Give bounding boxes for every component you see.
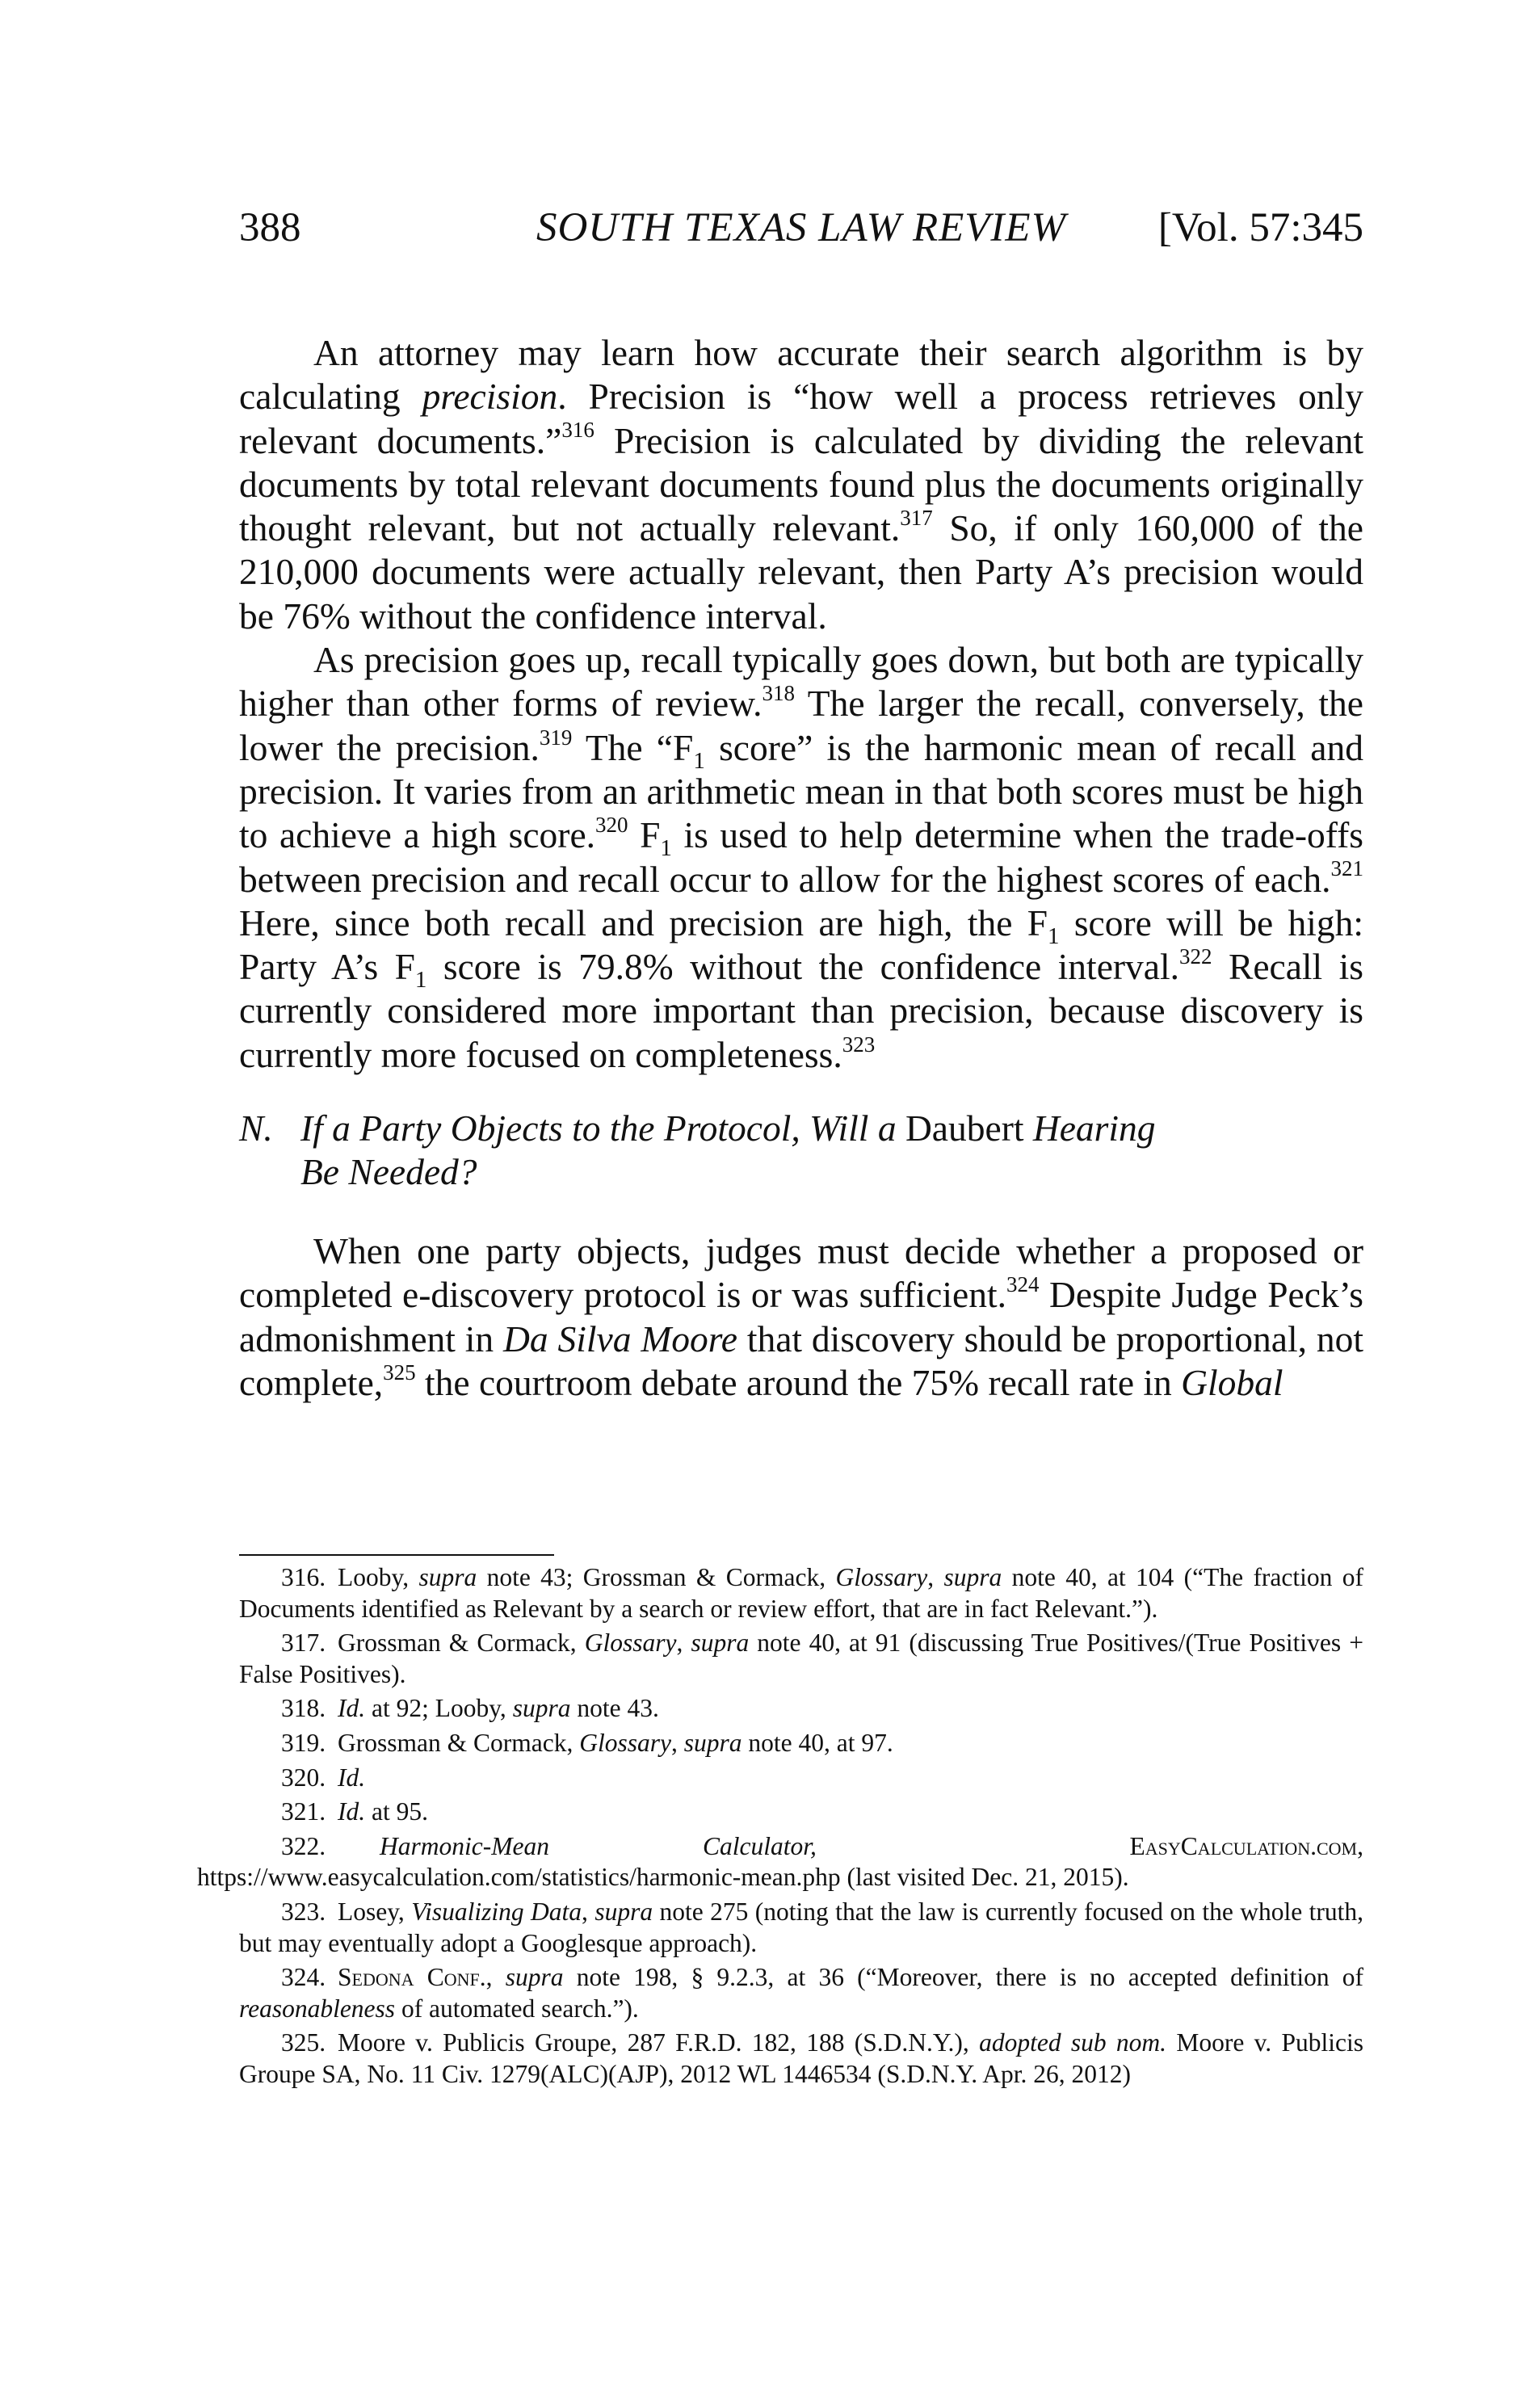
footnote-ref-325[interactable]: 325 xyxy=(383,1359,416,1385)
footnote-ref-318[interactable]: 318 xyxy=(762,681,795,706)
paragraph-objection: When one party objects, judges must decide whether a proposed or completed e-discovery protocol is or was sufficient.$^{324}$ Despite Judge Peck’s admonishment in Da Silva Moore that discovery should be proportional, not complete,$^{325}$ the courtroom debate around the 75% recall rate in Global xyxy=(239,1230,1364,1403)
footnote-ref-322[interactable]: 322 xyxy=(1179,944,1212,969)
section-title: If a Party Objects to the Protocol, Will a Daubert Hearing Be Needed? xyxy=(300,1107,1156,1193)
body-text-continued xyxy=(239,1229,1363,1405)
footnote-318: 318. Id. at 92; Looby, supra note 43. xyxy=(281,1694,659,1723)
footnote-319: 319. Grossman & Cormack, Glossary, supra note 40, at 97. xyxy=(281,1728,893,1757)
footnote-322: 322. Harmonic-Mean Calculator, EasyCalculation.com, https://www.easycalculation.com/statistics/harmonic-mean.php (last visited Dec. 21, 2015). xyxy=(239,1831,1363,1893)
footnote-ref-323[interactable]: 323 xyxy=(842,1032,876,1057)
footnote-316: 316. Looby, supra note 43; Grossman & Cormack, Glossary, supra note 40, at 104 (“The fraction of Documents identified as Relevant by a search or review effort, that are in fact Relevant.”). xyxy=(239,1563,1363,1623)
page-number: 388 xyxy=(239,205,301,250)
source-url[interactable]: https://www.easycalculation.com/statistics/harmonic-mean.php (last visited Dec. 21, 2015). xyxy=(197,1863,1129,1892)
footnote-ref-316[interactable]: 316 xyxy=(561,418,594,443)
body-text xyxy=(239,331,1363,1077)
footnote-divider xyxy=(239,1554,554,1556)
footnote-325: 325. Moore v. Publicis Groupe, 287 F.R.D. 182, 188 (S.D.N.Y.), adopted sub nom. Moore v. Publicis Groupe SA, No. 11 Civ. 1279(ALC)(AJP), 2012 WL 1446534 (S.D.N.Y. Apr. 26, 2012) xyxy=(239,2028,1363,2088)
journal-title: SOUTH TEXAS LAW REVIEW xyxy=(536,205,1067,250)
volume-citation: [Vol. 57:345 xyxy=(1157,205,1363,250)
paragraph-recall: As precision goes up, recall typically goes down, but both are typically higher than other forms of review.$^{318}$ The larger the recall, conversely, the lower the precision.$^{319}$ The “$F_1$ score” is the harmonic mean of recall and precision. It varies from an arithmetic mean in that both scores must be high to achieve a high score.$^{320}$ $F_1$ is used to help determine when the trade-offs between precision and recall occur to allow for the highest scores of each.$^{321}$ Here, since both recall and precision are high, the $F_1$ score will be high: Party A’s $F_1$ score is 79.8% without the confidence interval.$^{322}$ Recall is currently considered more important than precision, because discovery is currently more focused on completeness.$^{323}$ xyxy=(239,639,1363,1075)
footnote-ref-324[interactable]: 324 xyxy=(1006,1272,1040,1297)
footnote-321: 321. Id. at 95. xyxy=(281,1797,428,1826)
footnote-ref-321[interactable]: 321 xyxy=(1330,856,1363,881)
footnotes xyxy=(197,1562,1364,2094)
footnote-ref-320[interactable]: 320 xyxy=(595,813,628,838)
footnote-317: 317. Grossman & Cormack, Glossary, supra note 40, at 91 (discussing True Positives/(True Positives + False Positives). xyxy=(239,1628,1363,1688)
footnote-324: 324. Sedona Conf., supra note 198, § 9.2.3, at 36 (“Moreover, there is no accepted definition of reasonableness of automated search.”). xyxy=(239,1963,1364,2023)
footnote-ref-317[interactable]: 317 xyxy=(900,506,933,531)
footnote-ref-319[interactable]: 319 xyxy=(539,725,573,750)
footnote-323: 323. Losey, Visualizing Data, supra note 275 (noting that the law is currently focused on the whole truth, but may eventually adopt a Googlesque approach). xyxy=(239,1897,1363,1957)
running-header xyxy=(239,204,1363,252)
paragraph-precision: An attorney may learn how accurate their search algorithm is by calculating precision. Precision is “how well a process retrieves only relevant documents.”$^{316}$ Precision is calculated by dividing the relevant documents by total relevant documents found plus the documents originally thought relevant, but not actually relevant.$^{317}$ So, if only 160,000 of the 210,000 documents were actually relevant, then Party A’s precision would be 76% without the confidence interval. xyxy=(239,332,1363,637)
section-label: N. xyxy=(239,1107,273,1149)
footnote-320: 320. Id. xyxy=(281,1763,366,1792)
